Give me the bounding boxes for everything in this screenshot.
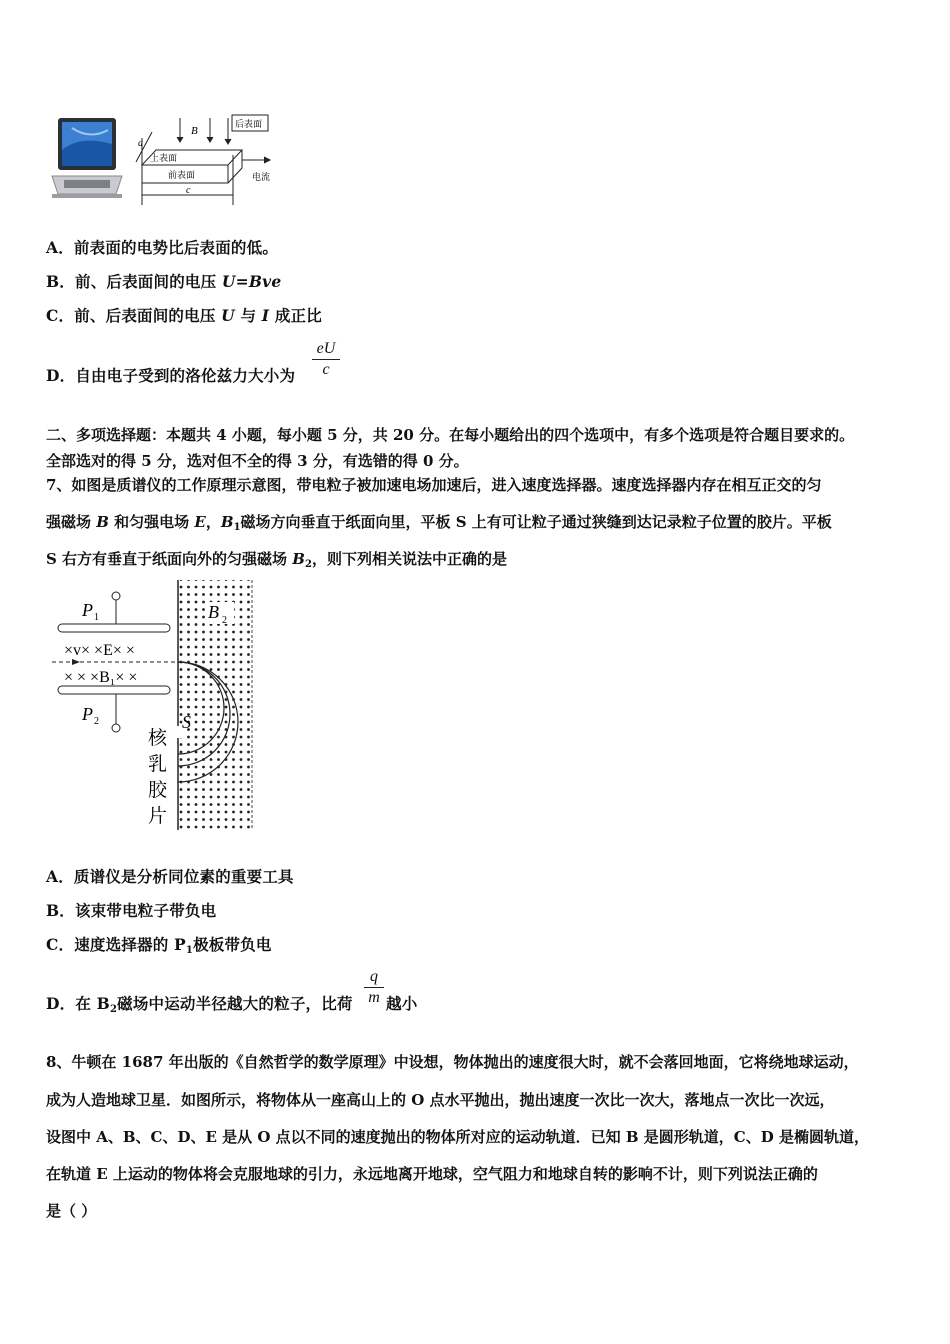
label-a: a <box>138 138 143 149</box>
label-row2: × × ×B₁× × <box>64 669 138 686</box>
fraction-numerator: eU <box>316 340 336 357</box>
q6-option-d-fraction <box>312 340 340 379</box>
q7-option-d-suffix: 越小 <box>386 994 418 1013</box>
label-c: c <box>186 185 191 196</box>
q7-option-d-fraction <box>364 968 384 1007</box>
label-p2-sub: 2 <box>94 716 99 727</box>
laptop-icon <box>52 118 122 198</box>
label-s: S <box>182 712 191 732</box>
hall-effect-diagram <box>50 110 280 210</box>
q7-option-c-text: C．速度选择器的 P <box>46 935 186 954</box>
subscript: 1 <box>233 522 241 533</box>
q6-option-c-suffix: 成正比 <box>274 306 322 325</box>
q7-option-a: A．质谱仪是分析同位素的重要工具 <box>46 867 294 886</box>
label-film-char: 胶 <box>148 780 168 801</box>
label-b2-sub: 2 <box>222 615 227 626</box>
label-back-surface: 后表面 <box>235 119 263 129</box>
q7-option-c <box>46 933 272 956</box>
q6-option-c <box>46 304 322 326</box>
section2-heading-line1: 二、多项选择题：本题共 4 小题，每小题 5 分，共 20 分。在每小题给出的四个选项中，有多个选项是符合题目要求的。 <box>46 426 855 444</box>
label-p1: P <box>82 600 93 620</box>
label-b2: B <box>208 602 219 622</box>
label-front-surface: 前表面 <box>168 170 196 180</box>
subscript: 2 <box>304 559 312 570</box>
label-b: B <box>191 125 198 137</box>
q6-option-c-text: C．前、后表面间的电压 <box>46 306 216 325</box>
label-film-char: 核 <box>148 728 168 749</box>
q7-text: ，则下列相关说法中正确的是 <box>311 550 507 568</box>
label-p1-sub: 1 <box>94 612 99 623</box>
label-film-char: 乳 <box>148 754 168 775</box>
q6-option-c-u: U <box>221 306 235 325</box>
subscript: 2 <box>109 1004 118 1015</box>
hall-effect-figure <box>50 110 280 210</box>
q6-option-d <box>46 364 295 386</box>
fraction-denominator: m <box>368 989 380 1006</box>
q6-option-a: A．前表面的电势比后表面的低。 <box>46 238 279 257</box>
q7-text: 磁场方向垂直于纸面向里，平板 S 上有可让粒子通过狭缝到达记录粒子位置的胶片。平板 <box>240 513 832 531</box>
q7-symbol-b2: B <box>292 550 305 568</box>
q6-option-c-mid: 与 <box>240 306 257 325</box>
q7-symbol-e: E <box>194 513 206 531</box>
mass-spectrometer-figure <box>50 576 260 832</box>
q7-option-b: B．该束带电粒子带负电 <box>46 901 217 920</box>
q7-stem-line1: 7、如图是质谱仪的工作原理示意图，带电粒子被加速电场加速后，进入速度选择器。速度选择器内存在相互正交的匀 <box>46 476 822 494</box>
fraction-numerator: q <box>370 968 378 985</box>
subscript: 1 <box>185 945 194 956</box>
q7-option-c-text: 极板带负电 <box>193 935 272 954</box>
section2-heading-line2: 全部选对的得 5 分，选对但不全的得 3 分，有选错的得 0 分。 <box>46 452 469 470</box>
q8-line1: 8、牛顿在 1687 年出版的《自然哲学的数学原理》中设想，物体抛出的速度很大时，就不会落回地面，它将绕地球运动， <box>46 1053 859 1071</box>
label-current: 电流 <box>252 172 271 182</box>
q6-option-b <box>46 270 281 292</box>
q8-line3: 设图中 A、B、C、D、E 是从 O 点以不同的速度抛出的物体所对应的运动轨道．已知 B 是圆形轨道，C、D 是椭圆轨道， <box>46 1128 869 1146</box>
fraction-denominator: c <box>322 361 330 378</box>
q6-option-b-text: B．前、后表面间的电压 <box>46 272 217 291</box>
label-top-surface: 上表面 <box>150 153 178 163</box>
q7-text: S 右方有垂直于纸面向外的匀强磁场 <box>46 550 288 568</box>
mass-spectrometer-diagram <box>50 576 260 832</box>
q7-option-d <box>46 992 353 1015</box>
q7-option-d-text: 磁场中运动半径越大的粒子，比荷 <box>117 994 353 1013</box>
q7-stem-line3 <box>46 548 507 570</box>
q7-stem-line2 <box>46 511 832 533</box>
q7-symbol-b1: B <box>220 513 234 531</box>
q6-option-c-i: I <box>261 306 270 325</box>
label-film-char: 片 <box>148 806 168 827</box>
label-row1: ×v× ×E× × <box>64 642 135 659</box>
q6-option-b-formula: U=Bve <box>221 272 282 291</box>
q7-symbol-b: B <box>96 513 109 531</box>
q7-option-d-text: D．在 B <box>46 994 110 1013</box>
q7-text: 和匀强电场 <box>114 513 190 531</box>
q6-option-d-text: D．自由电子受到的洛伦兹力大小为 <box>46 366 296 385</box>
q7-text: 强磁场 <box>46 513 92 531</box>
q8-line4: 在轨道 E 上运动的物体将会克服地球的引力，永远地离开地球，空气阻力和地球自转的影响不计，则下列说法正确的 <box>46 1165 818 1183</box>
q8-line2: 成为人造地球卫星．如图所示，将物体从一座高山上的 O 点水平抛出，抛出速度一次比一次大，落地点一次比一次远， <box>46 1091 835 1109</box>
q7-text: ， <box>205 513 221 531</box>
q8-line5: 是（ ） <box>46 1202 97 1220</box>
label-p2: P <box>82 704 93 724</box>
